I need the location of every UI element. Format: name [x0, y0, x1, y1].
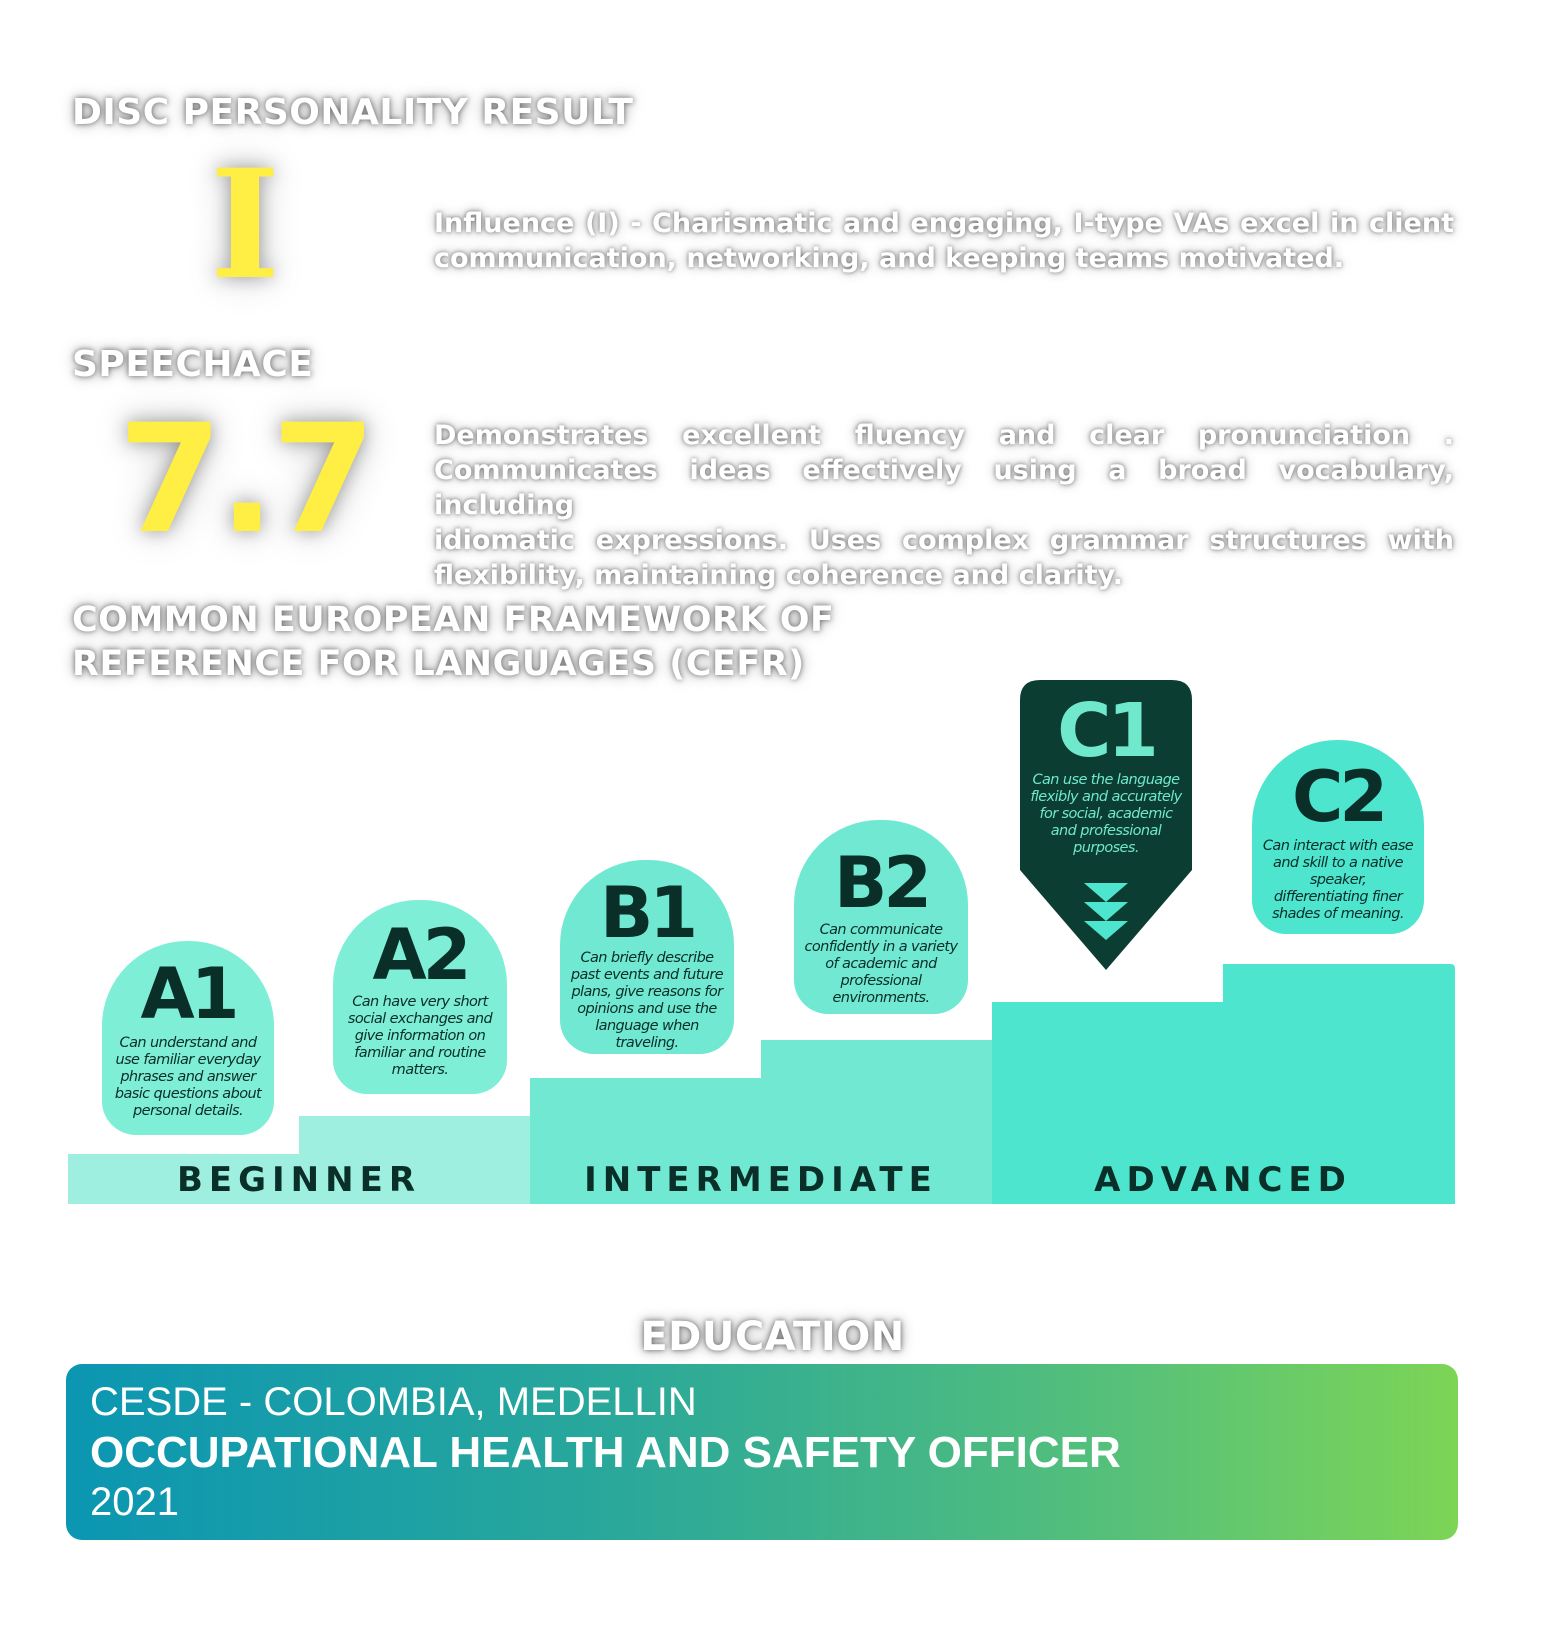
cefr-heading-line: COMMON EUROPEAN FRAMEWORK OF: [72, 600, 835, 640]
disc-description-line: communication, networking, and keeping teams motivated.: [434, 243, 1345, 274]
education-program: OCCUPATIONAL HEALTH AND SAFETY OFFICER: [90, 1428, 1121, 1477]
level-code: A2: [372, 914, 468, 996]
cefr-heading: [72, 598, 834, 686]
disc-letter: I: [209, 137, 281, 313]
speechace-description-line: Communicates ideas effectively using a broad vocabulary, including: [434, 455, 1454, 521]
level-card-a1: [102, 941, 274, 1135]
cefr-heading-line: REFERENCE FOR LANGUAGES (CEFR): [72, 644, 805, 684]
band-advanced: ADVANCED: [1094, 1160, 1352, 1200]
level-card-c2: [1252, 740, 1424, 934]
level-description: Can briefly describe past events and future plans, give reasons for opinions and use the language when traveling.: [570, 950, 724, 1051]
level-card-b2: [794, 820, 968, 1014]
level-code: C2: [1291, 756, 1385, 838]
education-institution: CESDE - COLOMBIA, MEDELLIN: [90, 1380, 697, 1424]
speechace-description-line: flexibility, maintaining coherence and clarity.: [434, 560, 1123, 591]
level-description: Can understand and use familiar everyday phrases and answer basic questions about personal details.: [114, 1035, 262, 1119]
speechace-description-line: Demonstrates excellent fluency and clear pronunciation .: [434, 420, 1454, 451]
disc-description-line: Influence (I) - Charismatic and engaging, I-type VAs excel in client: [434, 208, 1454, 239]
education-card: [66, 1364, 1458, 1540]
speechace-description-line: idiomatic expressions. Uses complex grammar structures with: [434, 525, 1454, 556]
level-code: A1: [140, 953, 236, 1035]
education-year: 2021: [90, 1480, 179, 1524]
level-card-c1: [1020, 680, 1192, 970]
speechace-description: [434, 418, 1454, 593]
level-card-b1: [560, 860, 734, 1054]
level-description: Can interact with ease and skill to a native speaker, differentiating finer shades of meaning.: [1262, 838, 1414, 922]
disc-description: [434, 206, 1454, 276]
disc-heading: DISC PERSONALITY RESULT: [72, 92, 634, 133]
level-description: Can have very short social exchanges and give information on familiar and routine matters.: [347, 994, 493, 1078]
level-description: Can communicate confidently in a variety of academic and professional environments.: [804, 922, 958, 1006]
speechace-score: 7.7: [118, 393, 372, 567]
level-code: B1: [599, 872, 695, 954]
speechace-heading: SPEECHACE: [72, 344, 314, 385]
band-intermediate: INTERMEDIATE: [584, 1160, 938, 1200]
level-code: C1: [1057, 688, 1155, 774]
level-description: Can use the language flexibly and accurately for social, academic and professional purposes.: [1030, 772, 1182, 856]
education-heading: EDUCATION: [640, 1314, 905, 1360]
level-code: B2: [833, 842, 929, 924]
band-beginner: BEGINNER: [176, 1160, 421, 1200]
level-card-a2: [333, 900, 507, 1094]
